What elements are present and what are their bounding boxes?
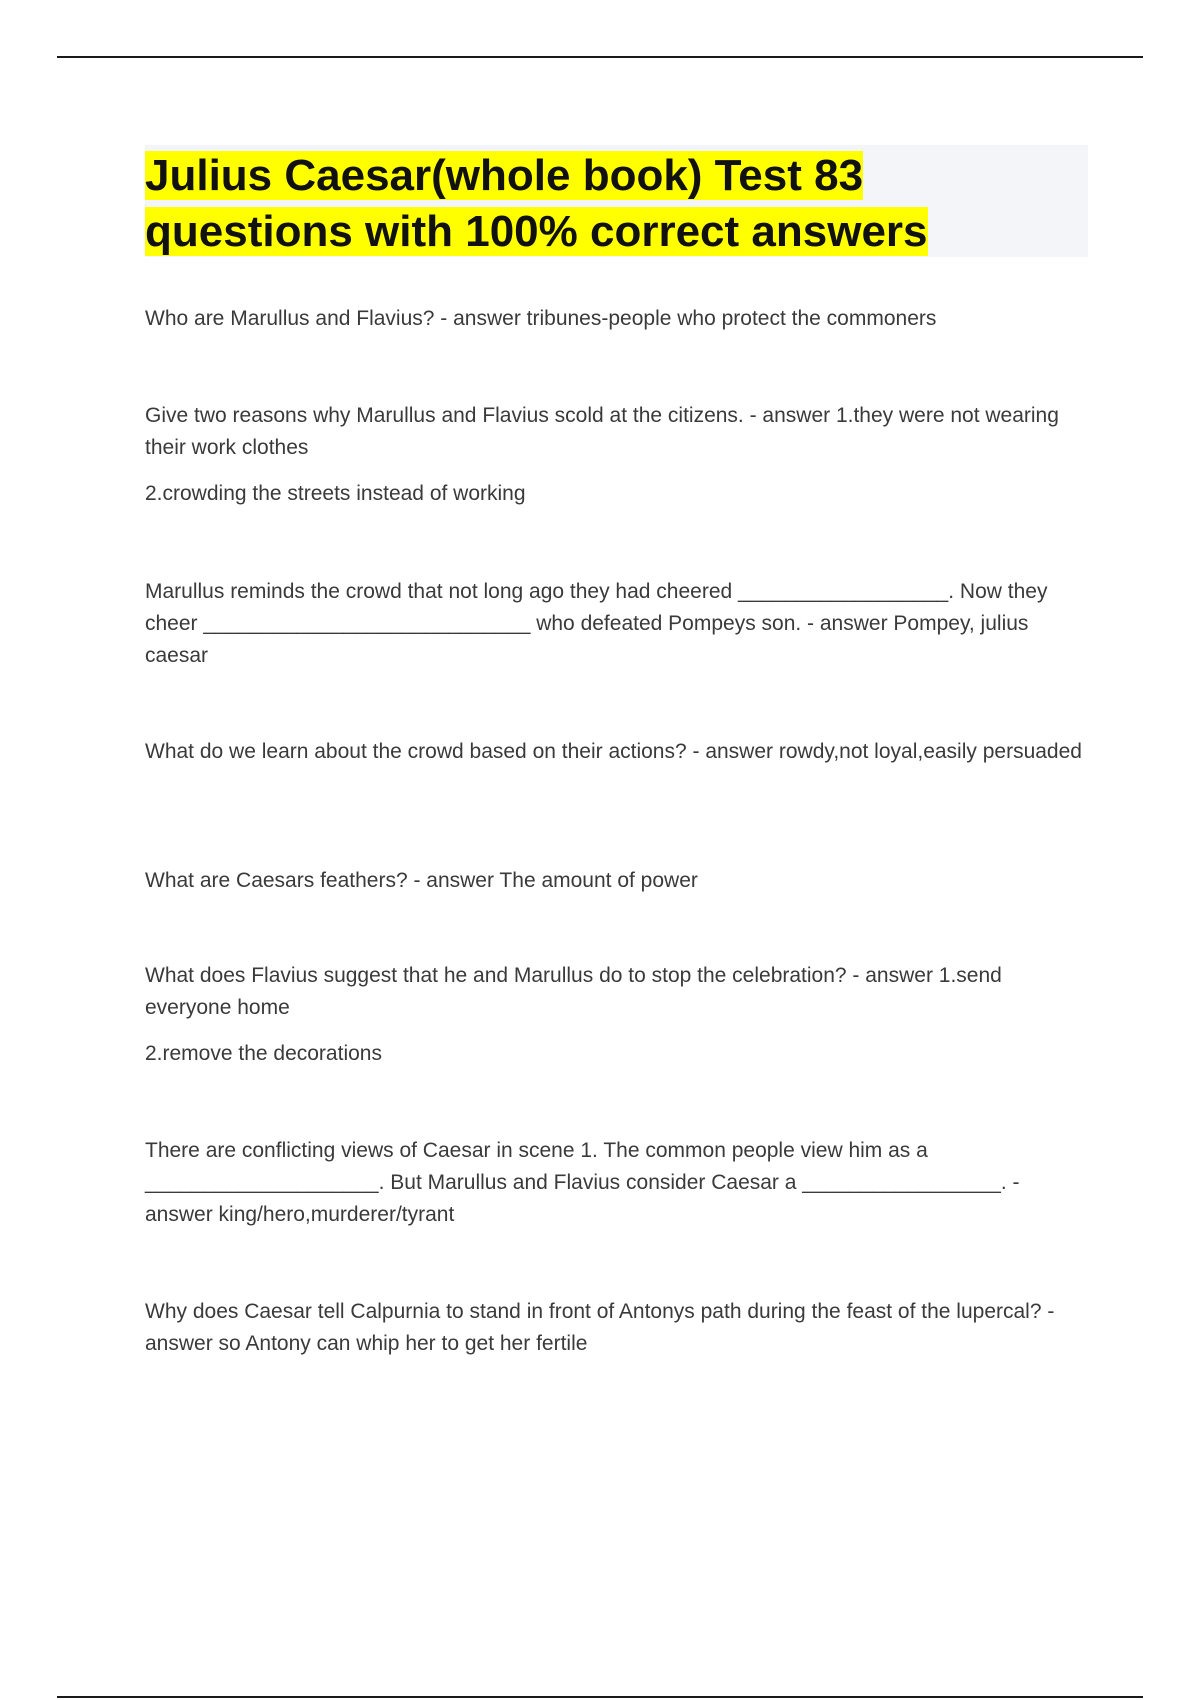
top-rule — [57, 56, 1143, 58]
qa-text: Marullus reminds the crowd that not long ago they had cheered __________________. Now they cheer ____________________________ who defeated Pompeys son. - answer Pompey, julius caesar — [145, 580, 1048, 667]
qa-text: What are Caesars feathers? - answer The amount of power — [145, 869, 698, 892]
qa-item-2 — [145, 400, 1090, 510]
qa-item-1 — [145, 303, 1090, 335]
qa-text: What do we learn about the crowd based on their actions? - answer rowdy,not loyal,easily persuaded — [145, 740, 1082, 763]
bottom-rule — [57, 1696, 1143, 1698]
document-title — [145, 148, 1085, 260]
qa-item-3 — [145, 576, 1090, 672]
qa-text: Why does Caesar tell Calpurnia to stand in front of Antonys path during the feast of the lupercal? - answer so Antony can whip her to get her fertile — [145, 1300, 1055, 1355]
qa-item-7 — [145, 1135, 1090, 1231]
qa-item-4 — [145, 736, 1090, 768]
qa-item-5 — [145, 865, 1090, 897]
qa-text: Who are Marullus and Flavius? - answer tribunes-people who protect the commoners — [145, 307, 937, 330]
qa-item-8 — [145, 1296, 1090, 1360]
qa-text: Give two reasons why Marullus and Flavius scold at the citizens. - answer 1.they were not wearing their work clothes — [145, 404, 1059, 459]
title-line-1: Julius Caesar(whole book) Test 83 — [145, 151, 864, 200]
qa-text: What does Flavius suggest that he and Marullus do to stop the celebration? - answer 1.send everyone home — [145, 964, 1002, 1019]
qa-extra: 2.remove the decorations — [145, 1042, 382, 1065]
qa-item-6 — [145, 960, 1090, 1070]
title-line-2: questions with 100% correct answers — [145, 207, 928, 256]
qa-text: There are conflicting views of Caesar in scene 1. The common people view him as a ____________________. But Marullus and Flavius consider Caesar a _________________. - answer king/hero,murderer/tyrant — [145, 1139, 1020, 1226]
qa-extra: 2.crowding the streets instead of working — [145, 482, 526, 505]
